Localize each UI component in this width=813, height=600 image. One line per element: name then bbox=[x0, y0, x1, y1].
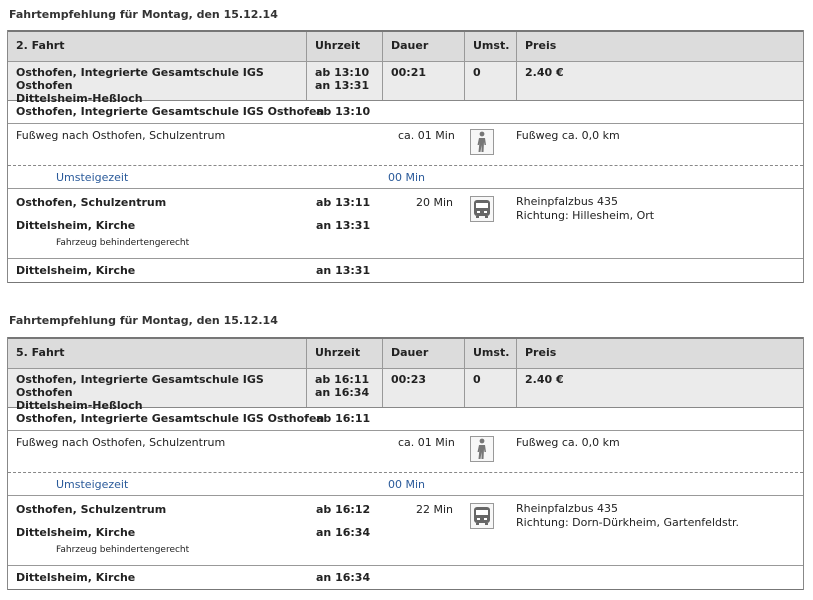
col-umst: Umst. bbox=[465, 339, 517, 370]
bus-row bbox=[8, 496, 803, 566]
col-preis: Preis bbox=[525, 346, 557, 359]
bus-dep: ab 13:11 bbox=[316, 196, 371, 209]
summary-umst: 0 bbox=[465, 62, 517, 100]
transfer-row bbox=[8, 166, 803, 189]
end-time: an 16:34 bbox=[316, 571, 371, 584]
walk-row bbox=[8, 431, 803, 473]
col-dauer: Dauer bbox=[383, 339, 465, 370]
transfer-label: Umsteigezeit bbox=[56, 171, 129, 184]
summary-row[interactable] bbox=[8, 369, 803, 412]
summary-dauer: 00:23 bbox=[383, 369, 465, 407]
bus-from: Osthofen, Schulzentrum bbox=[16, 503, 167, 516]
bus-icon bbox=[470, 196, 494, 222]
walk-info: Fußweg ca. 0,0 km bbox=[516, 436, 620, 449]
trip-heading: Fahrtempfehlung für Montag, den 15.12.14 bbox=[9, 314, 278, 327]
bus-direction: Richtung: Dorn-Dürkheim, Gartenfeldstr. bbox=[516, 516, 740, 529]
col-uhrzeit: Uhrzeit bbox=[307, 339, 383, 370]
bus-from: Osthofen, Schulzentrum bbox=[16, 196, 167, 209]
end-time: an 13:31 bbox=[316, 264, 371, 277]
bus-duration: 22 Min bbox=[416, 503, 454, 516]
walk-text: Fußweg nach Osthofen, Schulzentrum bbox=[16, 436, 226, 449]
start-time: ab 13:10 bbox=[316, 105, 371, 118]
bus-arr: an 13:31 bbox=[316, 219, 371, 232]
summary-to: Dittelsheim-Heßloch bbox=[16, 92, 143, 105]
start-row bbox=[8, 408, 803, 431]
walk-duration: ca. 01 Min bbox=[398, 129, 455, 142]
start-row bbox=[8, 101, 803, 124]
summary-from: Osthofen, Integrierte Gesamtschule IGS Osthofen bbox=[16, 66, 264, 92]
summary-dep: ab 13:10 bbox=[315, 66, 370, 79]
bus-duration: 20 Min bbox=[416, 196, 454, 209]
end-stop: Dittelsheim, Kirche bbox=[16, 264, 136, 277]
summary-dep: ab 16:11 bbox=[315, 373, 370, 386]
bus-line: Rheinpfalzbus 435 bbox=[516, 502, 619, 515]
walk-icon bbox=[470, 436, 494, 462]
bus-dep: ab 16:12 bbox=[316, 503, 371, 516]
table-header bbox=[8, 337, 803, 369]
summary-preis: 2.40 € bbox=[525, 373, 564, 386]
summary-row[interactable] bbox=[8, 62, 803, 105]
bus-row bbox=[8, 189, 803, 259]
bus-direction: Richtung: Hillesheim, Ort bbox=[516, 209, 655, 222]
walk-text: Fußweg nach Osthofen, Schulzentrum bbox=[16, 129, 226, 142]
summary-arr: an 13:31 bbox=[315, 79, 370, 92]
trip-table bbox=[7, 337, 804, 590]
transfer-row bbox=[8, 473, 803, 496]
walk-info: Fußweg ca. 0,0 km bbox=[516, 129, 620, 142]
start-time: ab 16:11 bbox=[316, 412, 371, 425]
start-stop: Osthofen, Integrierte Gesamtschule IGS Osthofen bbox=[16, 412, 325, 425]
table-header bbox=[8, 30, 803, 62]
summary-preis: 2.40 € bbox=[525, 66, 564, 79]
bus-icon bbox=[470, 503, 494, 529]
trip-table bbox=[7, 30, 804, 283]
end-stop: Dittelsheim, Kirche bbox=[16, 571, 136, 584]
bus-note: Fahrzeug behindertengerecht bbox=[56, 545, 190, 555]
summary-dauer: 00:21 bbox=[383, 62, 465, 100]
walk-duration: ca. 01 Min bbox=[398, 436, 455, 449]
transfer-duration: 00 Min bbox=[388, 478, 426, 491]
walk-row bbox=[8, 124, 803, 166]
bus-to: Dittelsheim, Kirche bbox=[16, 526, 136, 539]
col-uhrzeit: Uhrzeit bbox=[307, 32, 383, 63]
bus-note: Fahrzeug behindertengerecht bbox=[56, 238, 190, 248]
bus-line: Rheinpfalzbus 435 bbox=[516, 195, 619, 208]
transfer-duration: 00 Min bbox=[388, 171, 426, 184]
summary-to: Dittelsheim-Heßloch bbox=[16, 399, 143, 412]
col-umst: Umst. bbox=[465, 32, 517, 63]
walk-icon bbox=[470, 129, 494, 155]
trip-heading: Fahrtempfehlung für Montag, den 15.12.14 bbox=[9, 8, 278, 21]
col-fahrt: 2. Fahrt bbox=[8, 32, 307, 63]
summary-umst: 0 bbox=[465, 369, 517, 407]
bus-to: Dittelsheim, Kirche bbox=[16, 219, 136, 232]
transfer-label: Umsteigezeit bbox=[56, 478, 129, 491]
summary-arr: an 16:34 bbox=[315, 386, 370, 399]
col-preis: Preis bbox=[525, 39, 557, 52]
col-dauer: Dauer bbox=[383, 32, 465, 63]
end-row bbox=[8, 259, 803, 283]
col-fahrt: 5. Fahrt bbox=[8, 339, 307, 370]
summary-from: Osthofen, Integrierte Gesamtschule IGS Osthofen bbox=[16, 373, 264, 399]
bus-arr: an 16:34 bbox=[316, 526, 371, 539]
start-stop: Osthofen, Integrierte Gesamtschule IGS Osthofen bbox=[16, 105, 325, 118]
end-row bbox=[8, 566, 803, 590]
